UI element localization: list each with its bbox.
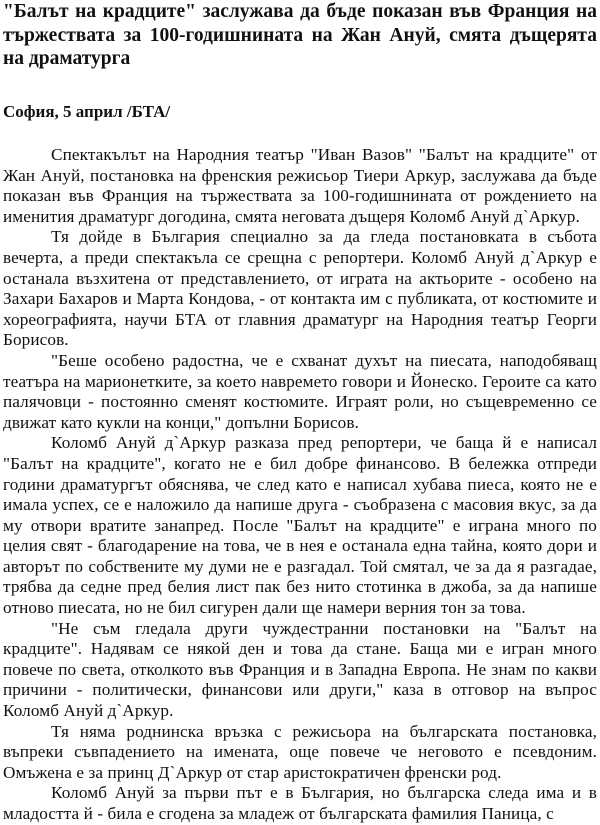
article-paragraph: "Беше особено радостна, че е схванат духът на пиесата, наподобяващ театъра на марионетките, за което навремето говори и Йонеско. Героите са като палячовци - постоянно сменят костюмите. Играят роли, но същевременно се движат като кукли на конци," допълни Борисов. bbox=[3, 350, 597, 432]
article-dateline: София, 5 април /БТА/ bbox=[3, 102, 171, 121]
article-body bbox=[3, 145, 597, 825]
article-headline: "Балът на крадците" заслужава да бъде показан във Франция на тържествата за 100-годишнината на Жан Ануй, смята дъщерята на драматурга bbox=[3, 1, 597, 69]
article-paragraph: Коломб Ануй д`Аркур разказа пред репортери, че баща й е написал "Балът на крадците", когато не е бил добре финансово. В бележка отпреди години драматургът обяснява, че след като е написал хубава пиеса, която не е имала успех, се е наложило да напише друга - съобразена с масовия вкус, за да му отвори вратите занапред. После "Балът на крадците" е играна много по целия свят - благодарение на това, че в нея е останала една тайна, която дори и авторът по собствените му думи не е разгадал. Той смятал, че за да я разгадае, трябва да седне пред белия лист пак без нито стотинка в джоба, за да напише отново пиесата, но не бил сигурен дали ще намери верния тон за това. bbox=[3, 433, 597, 618]
article-paragraph: Спектакълът на Народния театър "Иван Вазов" "Балът на крадците" от Жан Ануй, постановка на френския режисьор Тиери Аркур, заслужава да бъде показан във Франция на тържествата за 100-годишнината от рождението на именития драматург догодина, смята неговата дъщеря Коломб Ануй д`Аркур. bbox=[3, 145, 597, 226]
article-page bbox=[3, 0, 597, 823]
article-paragraph: Тя няма роднинска връзка с режисьора на българската постановка, въпреки съвпадението на имената, още повече че неговото е псевдоним. Омъжена е за принц Д`Аркур от стар аристократичен френски род. bbox=[3, 721, 597, 782]
article-paragraph: Коломб Ануй за първи път е в България, но българска следа има и в младостта й - била е сгодена за младеж от българската фамилия Паница, с bbox=[3, 783, 597, 823]
article-paragraph: Тя дойде в България специално за да гледа постановката в събота вечерта, а преди спектакъла се срещна с репортери. Коломб Ануй д`Аркур е останала възхитена от представлението, от играта на актьорите - особено на Захари Бахаров и Марта Кондова, - от контакта им с публиката, от костюмите и хореографията, научи БТА от главния драматург на Народния театър Георги Борисов. bbox=[3, 227, 597, 350]
article-paragraph: "Не съм гледала други чуждестранни постановки на "Балът на крадците". Надявам се някой ден и това да стане. Баща ми е игран много повече по света, отколкото във Франция и в Западна Европа. Не знам по какви причини - политически, финансови или други," каза в отговор на въпрос Коломб Ануй д`Аркур. bbox=[3, 618, 597, 721]
